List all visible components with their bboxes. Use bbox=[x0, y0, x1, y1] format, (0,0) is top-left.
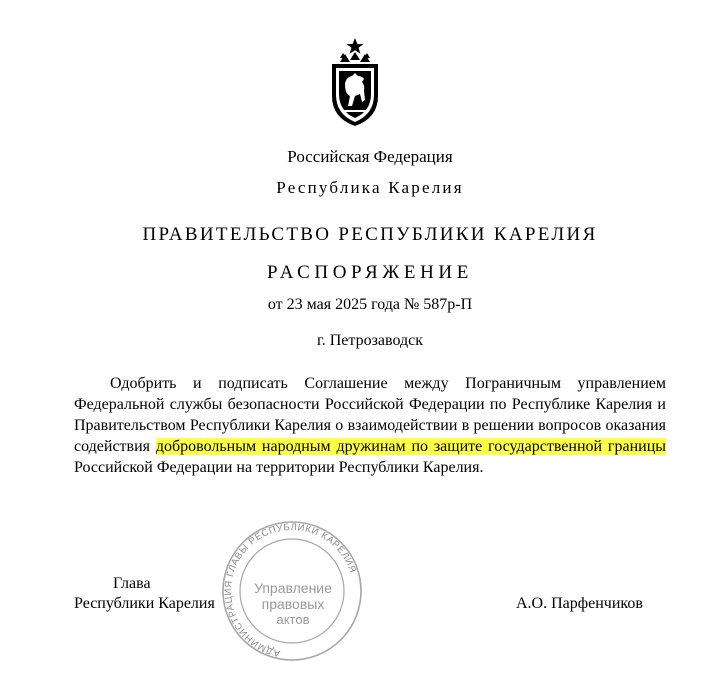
signatory-title: Глава bbox=[113, 575, 151, 592]
signatory-name: А.О. Парфенчиков bbox=[516, 595, 643, 612]
order-text-start: Одобрить и подписать Соглашение между Пограничным управлением Федеральной службы безопасности Российской Федерации по Республике Карелия и Правительством Республики Карелия о взаимодействии в решении вопросов оказания содействия bbox=[74, 375, 666, 455]
stamp-line-3: актов bbox=[276, 612, 310, 627]
republic-name: Республика Карелия bbox=[276, 178, 464, 197]
stamp-ring-text: АДМИНИСТРАЦИЯ ГЛАВЫ РЕСПУБЛИКИ КАРЕЛИЯ bbox=[222, 521, 359, 659]
stamp-line-2: правовых bbox=[261, 596, 325, 612]
country-name: Российская Федерация bbox=[287, 147, 453, 166]
authority-name: ПРАВИТЕЛЬСТВО РЕСПУБЛИКИ КАРЕЛИЯ bbox=[142, 224, 598, 245]
order-paragraph bbox=[74, 373, 666, 478]
order-text-end: Российской Федерации на территории Республики Карелия. bbox=[74, 459, 484, 476]
date-and-number: от 23 мая 2025 года № 587р-П bbox=[267, 296, 473, 313]
stamp-line-1: Управление bbox=[254, 580, 332, 596]
document-type: РАСПОРЯЖЕНИЕ bbox=[267, 262, 473, 283]
city: г. Петрозаводск bbox=[316, 332, 424, 349]
karelia-coat-of-arms-icon bbox=[328, 36, 382, 128]
signatory-organization: Республики Карелия bbox=[74, 595, 215, 612]
highlighted-phrase: добровольным народным дружинам по защите государственной границы bbox=[155, 438, 667, 455]
